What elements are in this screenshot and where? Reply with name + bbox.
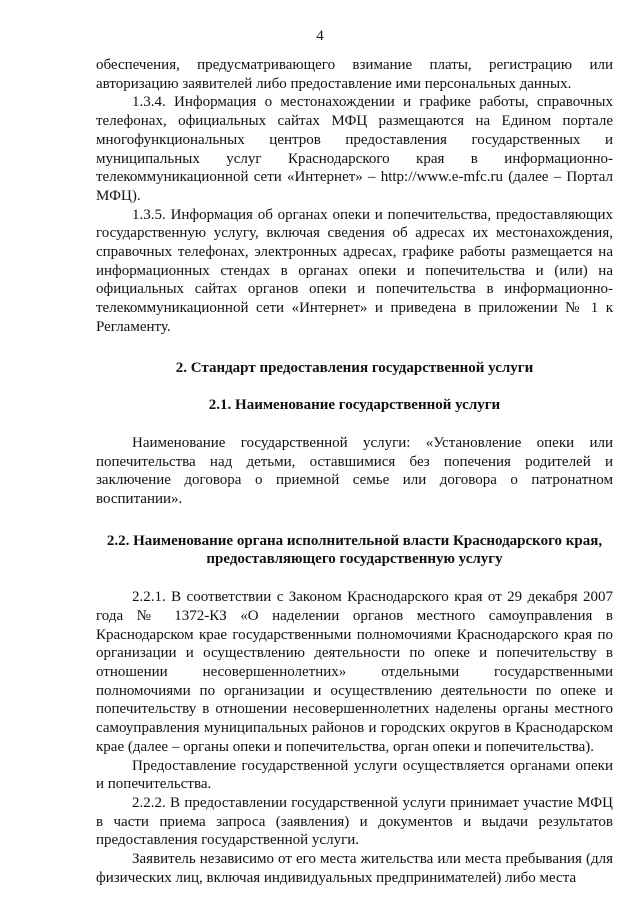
subsection-heading-2-2: 2.2. Наименование органа исполнительной власти Краснодарского края, предоставляющего государственную услугу xyxy=(106,532,603,568)
paragraph-1-3-5: 1.3.5. Информация об органах опеки и попечительства, предоставляющих государственную услугу, включая сведения об адресах их местонахождения, справочных телефонах, электронных адресах, графике работы размещается на информационных стендах в органах опеки и попечительства и (или) на официальных сайтах органов опеки и попечительства в информационно-телекоммуникационной сети «Интернет» и приведена в приложении № 1 к Регламенту. xyxy=(96,206,613,335)
paragraph-service-name: Наименование государственной услуги: «Установление опеки или попечительства над детьми, оставшимися без попечения родителей и заключение договора о приемной семье или договора о патронатном воспитании». xyxy=(96,434,613,508)
paragraph-applicant: Заявитель независимо от его места жительства или места пребывания (для физических лиц, включая индивидуальных предпринимателей) либо места xyxy=(96,851,613,886)
section-heading-2: 2. Стандарт предоставления государственной услуги xyxy=(175,359,534,376)
paragraph-service-provision: Предоставление государственной услуги осуществляется органами опеки и попечительства. xyxy=(96,757,613,793)
document-body xyxy=(96,56,613,887)
paragraph-2-2-2: 2.2.2. В предоставлении государственной услуги принимает участие МФЦ в части приема запроса (заявления) и документов и выдачи результатов предоставления государственной услуги. xyxy=(96,794,613,849)
subsection-heading-2-1: 2.1. Наименование государственной услуги xyxy=(208,397,501,414)
paragraph-continuation: обеспечения, предусматривающего взимание платы, регистрацию или авторизацию заявителей либо предоставление ими персональных данных. xyxy=(96,57,613,92)
paragraph-1-3-4: 1.3.4. Информация о местонахождении и графике работы, справочных телефонах, официальных сайтах МФЦ размещаются на Едином портале многофункциональных центров предоставления государственных и муниципальных услуг Краснодарского края в информационно-телекоммуникационной сети «Интернет» – http://www.e-mfc.ru (далее – Портал МФЦ). xyxy=(96,94,613,204)
page-number: 4 xyxy=(316,28,324,44)
paragraph-2-2-1: 2.2.1. В соответствии с Законом Краснодарского края от 29 декабря 2007 года № 1372-КЗ «О наделении органов местного самоуправления в Краснодарском крае государственными полномочиями Краснодарского края по организации и осуществлению деятельности по опеке и попечительству в отношении несовершеннолетних» отдельными государственными полномочиями по организации и осуществлению деятельности по опеке и попечительству в отношении несовершеннолетних наделены органы местного самоуправления муниципальных районов и городских округов в Краснодарском крае (далее – органы опеки и попечительства, орган опеки и попечительства). xyxy=(96,589,613,755)
